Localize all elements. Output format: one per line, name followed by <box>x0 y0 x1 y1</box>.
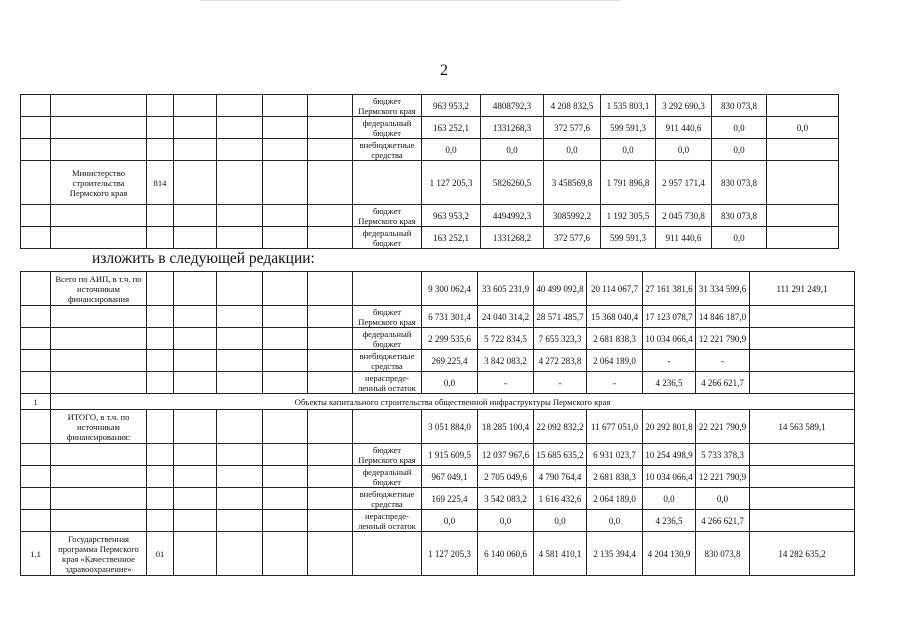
value-cell: 6 931 023,7 <box>587 444 643 466</box>
table-row <box>21 532 855 576</box>
value-cell: 4494992,3 <box>481 205 544 227</box>
table-row <box>21 444 855 466</box>
empty-cell <box>263 350 308 372</box>
row-number-cell: 1.1 <box>21 532 51 576</box>
item-name-cell <box>51 139 147 161</box>
empty-cell <box>174 328 217 350</box>
code-cell <box>147 372 174 394</box>
table-row <box>21 394 855 410</box>
table-row <box>21 466 855 488</box>
value-cell: 963 953,2 <box>422 95 481 117</box>
empty-cell <box>174 372 217 394</box>
item-name-cell <box>51 328 147 350</box>
empty-cell <box>308 372 353 394</box>
empty-cell <box>308 328 353 350</box>
row-number-cell: 1 <box>21 394 51 410</box>
value-cell: 5826260,5 <box>481 161 544 205</box>
empty-cell <box>308 117 353 139</box>
table-row <box>21 488 855 510</box>
row-number-cell <box>21 161 51 205</box>
code-cell <box>147 272 174 306</box>
value-cell: 1 616 432,6 <box>534 488 587 510</box>
empty-cell <box>263 117 308 139</box>
value-cell: 0,0 <box>544 139 601 161</box>
value-cell <box>767 161 839 205</box>
empty-cell <box>217 205 263 227</box>
empty-cell <box>217 95 263 117</box>
value-cell: 169 225,4 <box>422 488 478 510</box>
empty-cell <box>263 372 308 394</box>
value-cell: 0,0 <box>422 139 481 161</box>
row-number-cell <box>21 488 51 510</box>
empty-cell <box>217 227 263 249</box>
empty-cell <box>263 328 308 350</box>
empty-cell <box>308 510 353 532</box>
value-cell: 372 577,6 <box>544 117 601 139</box>
table-row <box>21 328 855 350</box>
empty-cell <box>263 410 308 444</box>
empty-cell <box>174 161 217 205</box>
value-cell: 5 722 834,5 <box>478 328 534 350</box>
row-number-cell <box>21 328 51 350</box>
empty-cell <box>174 466 217 488</box>
code-cell <box>147 510 174 532</box>
value-cell: 2 135 394,4 <box>587 532 643 576</box>
budget-table-original <box>20 94 839 249</box>
value-cell: 10 254 498,9 <box>643 444 696 466</box>
empty-cell <box>217 139 263 161</box>
value-cell: 967 049,1 <box>422 466 478 488</box>
item-name-cell <box>51 488 147 510</box>
empty-cell <box>217 466 263 488</box>
value-cell: 0,0 <box>696 488 750 510</box>
empty-cell <box>308 410 353 444</box>
value-cell: 3 542 083,2 <box>478 488 534 510</box>
value-cell: 2 957 171,4 <box>656 161 712 205</box>
value-cell: 0,0 <box>643 488 696 510</box>
item-name-cell <box>51 227 147 249</box>
code-cell <box>147 444 174 466</box>
empty-cell <box>308 532 353 576</box>
value-cell: 0,0 <box>422 372 478 394</box>
value-cell: 4 581 410,1 <box>534 532 587 576</box>
empty-cell <box>217 117 263 139</box>
row-number-cell <box>21 510 51 532</box>
row-number-cell <box>21 372 51 394</box>
value-cell: 12 221 790,9 <box>696 328 750 350</box>
value-cell <box>750 372 855 394</box>
value-cell: 3 051 884,0 <box>422 410 478 444</box>
amendment-heading: изложить в следующей редакции: <box>92 250 315 267</box>
item-name-cell <box>51 306 147 328</box>
funding-source-cell: бюджет Пермского края <box>353 95 422 117</box>
code-cell <box>147 466 174 488</box>
item-name-cell: ИТОГО, в т.ч. по источникам финансирования: <box>51 410 147 444</box>
value-cell: 111 291 249,1 <box>750 272 855 306</box>
item-name-cell <box>51 372 147 394</box>
empty-cell <box>174 306 217 328</box>
empty-cell <box>263 139 308 161</box>
funding-source-cell: внебюджетные средства <box>353 350 422 372</box>
row-number-cell <box>21 350 51 372</box>
row-number-cell <box>21 306 51 328</box>
empty-cell <box>308 272 353 306</box>
value-cell: 1 127 205,3 <box>422 532 478 576</box>
value-cell: 7 655 323,3 <box>534 328 587 350</box>
code-cell <box>147 95 174 117</box>
value-cell: 2 681 838,3 <box>587 466 643 488</box>
item-name-cell <box>51 350 147 372</box>
value-cell: 3 292 690,3 <box>656 95 712 117</box>
value-cell: 4 266 621,7 <box>696 510 750 532</box>
row-number-cell <box>21 139 51 161</box>
value-cell: 163 252,1 <box>422 227 481 249</box>
item-name-cell <box>51 205 147 227</box>
value-cell <box>750 350 855 372</box>
value-cell: 10 034 066,4 <box>643 466 696 488</box>
scan-edge-line <box>200 0 620 1</box>
value-cell: 0,0 <box>422 510 478 532</box>
value-cell: 599 591,3 <box>601 227 656 249</box>
value-cell <box>767 227 839 249</box>
empty-cell <box>308 205 353 227</box>
value-cell: - <box>478 372 534 394</box>
empty-cell <box>263 161 308 205</box>
empty-cell <box>308 488 353 510</box>
value-cell: 22 092 832,2 <box>534 410 587 444</box>
empty-cell <box>217 444 263 466</box>
table-row <box>21 205 839 227</box>
code-cell <box>147 306 174 328</box>
row-number-cell <box>21 466 51 488</box>
row-number-cell <box>21 444 51 466</box>
value-cell: 4 208 832,5 <box>544 95 601 117</box>
empty-cell <box>174 532 217 576</box>
value-cell: 4 236,5 <box>643 372 696 394</box>
value-cell: 14 563 589,1 <box>750 410 855 444</box>
value-cell: 1 535 803,1 <box>601 95 656 117</box>
value-cell: 1331268,3 <box>481 117 544 139</box>
value-cell: 599 591,3 <box>601 117 656 139</box>
empty-cell <box>217 532 263 576</box>
value-cell: 31 334 599,6 <box>696 272 750 306</box>
value-cell: 0,0 <box>767 117 839 139</box>
value-cell: 3 458569,8 <box>544 161 601 205</box>
section-title-cell: Объекты капитального строительства общественной инфраструктуры Пермского края <box>51 394 855 410</box>
empty-cell <box>174 510 217 532</box>
funding-source-cell: нераспреде- ленный остаток <box>353 372 422 394</box>
table-row <box>21 161 839 205</box>
value-cell: 9 300 062,4 <box>422 272 478 306</box>
value-cell: 40 499 092,8 <box>534 272 587 306</box>
value-cell: 3 842 083,2 <box>478 350 534 372</box>
empty-cell <box>308 227 353 249</box>
funding-source-cell <box>353 532 422 576</box>
funding-source-cell: бюджет Пермского края <box>353 205 422 227</box>
value-cell: 911 440,6 <box>656 117 712 139</box>
empty-cell <box>217 372 263 394</box>
value-cell: 2 045 730,8 <box>656 205 712 227</box>
value-cell: 0,0 <box>712 139 767 161</box>
empty-cell <box>174 139 217 161</box>
empty-cell <box>174 227 217 249</box>
code-cell <box>147 139 174 161</box>
table-row <box>21 272 855 306</box>
value-cell: 0,0 <box>534 510 587 532</box>
value-cell: 11 677 051,0 <box>587 410 643 444</box>
value-cell: 4 272 283,8 <box>534 350 587 372</box>
value-cell: 830 073,8 <box>712 161 767 205</box>
code-cell <box>147 350 174 372</box>
item-name-cell: Всего по АИП, в т.ч. по источникам финансирования <box>51 272 147 306</box>
empty-cell <box>263 510 308 532</box>
code-cell <box>147 227 174 249</box>
funding-source-cell: федеральный бюджет <box>353 117 422 139</box>
value-cell: - <box>587 372 643 394</box>
table-row <box>21 227 839 249</box>
value-cell <box>750 328 855 350</box>
table-row <box>21 306 855 328</box>
value-cell: 24 040 314,2 <box>478 306 534 328</box>
value-cell: 5 733 378,3 <box>696 444 750 466</box>
value-cell <box>750 510 855 532</box>
value-cell <box>750 444 855 466</box>
empty-cell <box>217 350 263 372</box>
value-cell: 2 064 189,0 <box>587 488 643 510</box>
budget-table-new-edition <box>20 271 855 576</box>
value-cell: 1 192 305,5 <box>601 205 656 227</box>
value-cell <box>767 205 839 227</box>
value-cell: 0,0 <box>587 510 643 532</box>
value-cell: 830 073,8 <box>712 95 767 117</box>
value-cell: 15 368 040,4 <box>587 306 643 328</box>
row-number-cell <box>21 227 51 249</box>
row-number-cell <box>21 205 51 227</box>
value-cell <box>750 306 855 328</box>
value-cell: 830 073,8 <box>696 532 750 576</box>
value-cell: 0,0 <box>712 227 767 249</box>
value-cell: 14 282 635,2 <box>750 532 855 576</box>
value-cell: 10 034 066,4 <box>643 328 696 350</box>
value-cell: 12 221 790,9 <box>696 466 750 488</box>
value-cell: 17 123 078,7 <box>643 306 696 328</box>
empty-cell <box>308 95 353 117</box>
empty-cell <box>174 272 217 306</box>
value-cell: 2 299 535,6 <box>422 328 478 350</box>
funding-source-cell: федеральный бюджет <box>353 328 422 350</box>
empty-cell <box>308 466 353 488</box>
funding-source-cell <box>353 161 422 205</box>
value-cell: 4 236,5 <box>643 510 696 532</box>
funding-source-cell: внебюджетные средства <box>353 488 422 510</box>
empty-cell <box>308 139 353 161</box>
funding-source-cell: бюджет Пермского края <box>353 306 422 328</box>
value-cell: 12 037 967,6 <box>478 444 534 466</box>
value-cell: 15 685 635,2 <box>534 444 587 466</box>
item-name-cell <box>51 466 147 488</box>
value-cell: 1 791 896,8 <box>601 161 656 205</box>
value-cell: 27 161 381,6 <box>643 272 696 306</box>
empty-cell <box>217 410 263 444</box>
value-cell: 14 846 187,0 <box>696 306 750 328</box>
funding-source-cell: бюджет Пермского края <box>353 444 422 466</box>
empty-cell <box>217 510 263 532</box>
value-cell: 22 221 790,9 <box>696 410 750 444</box>
item-name-cell <box>51 444 147 466</box>
value-cell: 20 114 067,7 <box>587 272 643 306</box>
empty-cell <box>308 350 353 372</box>
empty-cell <box>174 117 217 139</box>
table-row <box>21 117 839 139</box>
value-cell: 33 605 231,9 <box>478 272 534 306</box>
table-row <box>21 510 855 532</box>
empty-cell <box>217 161 263 205</box>
item-name-cell: Министерство строительства Пермского края <box>51 161 147 205</box>
value-cell: 6 140 060,6 <box>478 532 534 576</box>
row-number-cell <box>21 95 51 117</box>
value-cell: 6 731 301,4 <box>422 306 478 328</box>
empty-cell <box>263 227 308 249</box>
value-cell: 2 705 049,6 <box>478 466 534 488</box>
empty-cell <box>174 350 217 372</box>
funding-source-cell: внебюджетные средства <box>353 139 422 161</box>
value-cell: 0,0 <box>712 117 767 139</box>
value-cell: 4 266 621,7 <box>696 372 750 394</box>
code-cell <box>147 205 174 227</box>
value-cell: 0,0 <box>481 139 544 161</box>
empty-cell <box>308 444 353 466</box>
value-cell: 1 915 609,5 <box>422 444 478 466</box>
table-row <box>21 372 855 394</box>
value-cell: 830 073,8 <box>712 205 767 227</box>
code-cell <box>147 117 174 139</box>
empty-cell <box>308 161 353 205</box>
value-cell: - <box>643 350 696 372</box>
empty-cell <box>174 444 217 466</box>
item-name-cell <box>51 95 147 117</box>
code-cell <box>147 328 174 350</box>
table-row <box>21 95 839 117</box>
item-name-cell: Государственная программа Пермского края «Качественное здравоохранение» <box>51 532 147 576</box>
value-cell: 4 790 764,4 <box>534 466 587 488</box>
empty-cell <box>263 95 308 117</box>
empty-cell <box>263 466 308 488</box>
table-row <box>21 350 855 372</box>
empty-cell <box>174 410 217 444</box>
value-cell <box>750 466 855 488</box>
value-cell: 0,0 <box>478 510 534 532</box>
value-cell: 2 681 838,3 <box>587 328 643 350</box>
value-cell: 18 285 100,4 <box>478 410 534 444</box>
value-cell <box>767 95 839 117</box>
code-cell <box>147 410 174 444</box>
value-cell: 20 292 801,8 <box>643 410 696 444</box>
value-cell <box>767 139 839 161</box>
value-cell: 2 064 189,0 <box>587 350 643 372</box>
empty-cell <box>174 488 217 510</box>
empty-cell <box>263 488 308 510</box>
value-cell: 372 577,6 <box>544 227 601 249</box>
empty-cell <box>174 95 217 117</box>
code-cell: 01 <box>147 532 174 576</box>
funding-source-cell <box>353 410 422 444</box>
value-cell: - <box>534 372 587 394</box>
value-cell: 0,0 <box>601 139 656 161</box>
funding-source-cell: нераспреде- ленный остаток <box>353 510 422 532</box>
value-cell: 1331268,2 <box>481 227 544 249</box>
value-cell: 28 571 485,7 <box>534 306 587 328</box>
empty-cell <box>263 306 308 328</box>
value-cell: 3085992,2 <box>544 205 601 227</box>
empty-cell <box>217 272 263 306</box>
funding-source-cell: федеральный бюджет <box>353 466 422 488</box>
empty-cell <box>263 272 308 306</box>
empty-cell <box>263 205 308 227</box>
row-number-cell <box>21 117 51 139</box>
empty-cell <box>217 306 263 328</box>
code-cell: 814 <box>147 161 174 205</box>
empty-cell <box>263 532 308 576</box>
value-cell: 4 204 130,9 <box>643 532 696 576</box>
table-row <box>21 410 855 444</box>
item-name-cell <box>51 510 147 532</box>
value-cell: 1 127 205,3 <box>422 161 481 205</box>
value-cell: 163 252,1 <box>422 117 481 139</box>
item-name-cell <box>51 117 147 139</box>
value-cell: 4808792,3 <box>481 95 544 117</box>
funding-source-cell: федеральный бюджет <box>353 227 422 249</box>
value-cell: 269 225,4 <box>422 350 478 372</box>
page-number: 2 <box>440 62 448 79</box>
empty-cell <box>217 488 263 510</box>
empty-cell <box>174 205 217 227</box>
value-cell <box>750 488 855 510</box>
empty-cell <box>263 444 308 466</box>
empty-cell <box>217 328 263 350</box>
row-number-cell <box>21 272 51 306</box>
value-cell: 963 953,2 <box>422 205 481 227</box>
value-cell: - <box>696 350 750 372</box>
row-number-cell <box>21 410 51 444</box>
value-cell: 911 440,6 <box>656 227 712 249</box>
code-cell <box>147 488 174 510</box>
table-row <box>21 139 839 161</box>
empty-cell <box>308 306 353 328</box>
value-cell: 0,0 <box>656 139 712 161</box>
funding-source-cell <box>353 272 422 306</box>
